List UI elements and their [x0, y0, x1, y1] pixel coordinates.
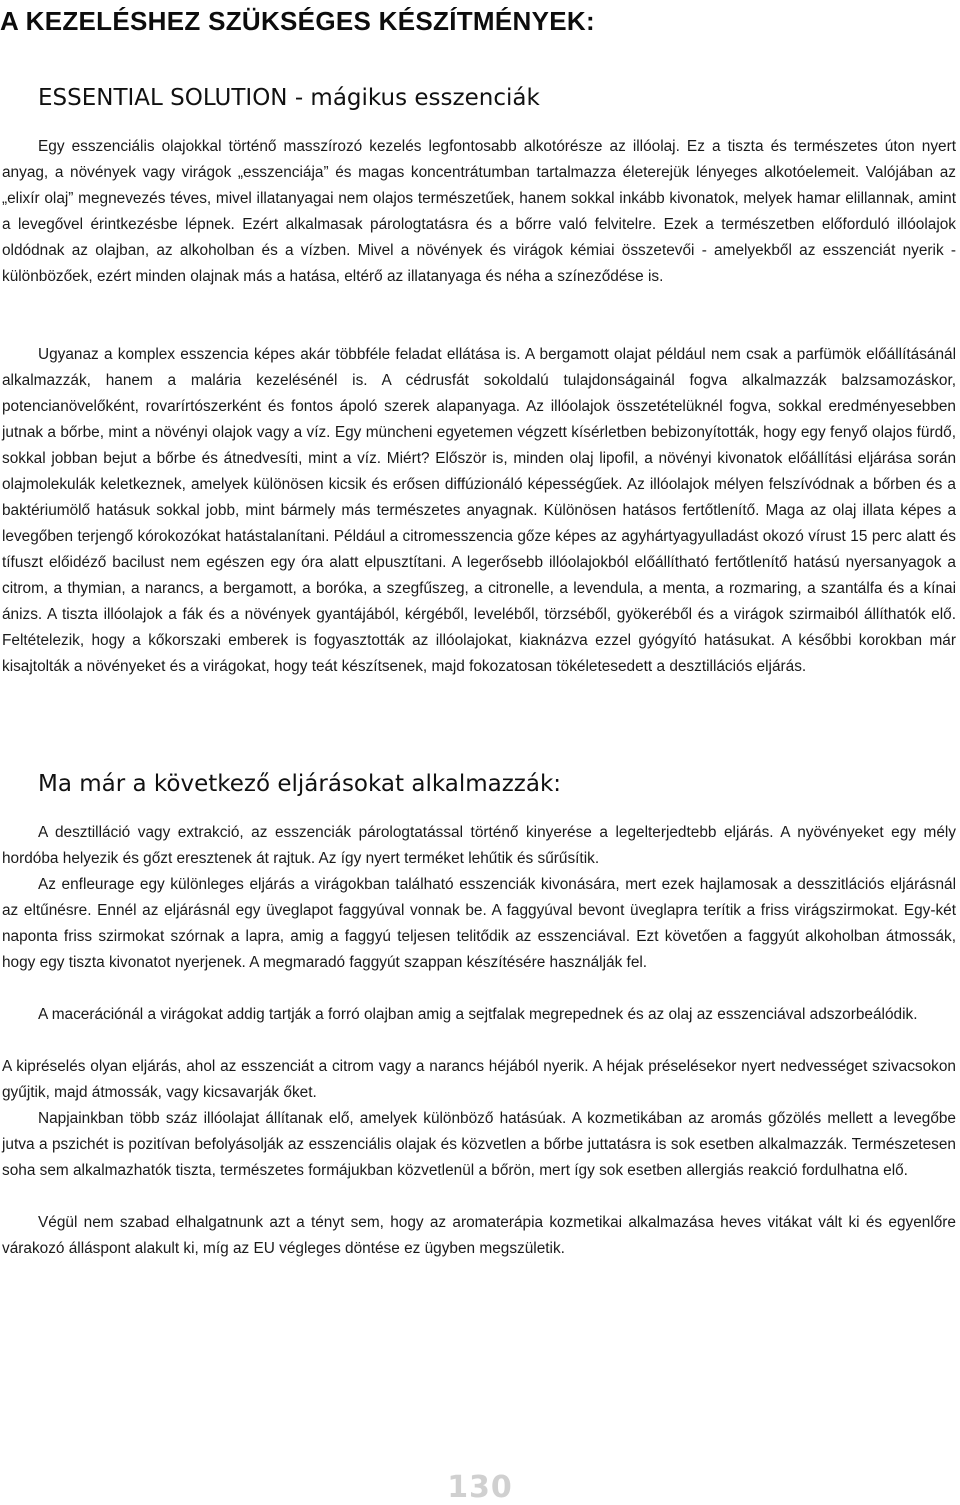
paragraph-distillation: A desztilláció vagy extrakció, az esszenciák párologtatással történő kinyerése a legelterjedtebb eljárás. A nyövényeket egy mély hordóba helyezik és gőzt eresztenek át rajtuk. Az így nyert terméket lehűtik és sűrűsítik. — [2, 824, 956, 867]
paragraph-pressing: A kipréselés olyan eljárás, ahol az esszenciát a citrom vagy a narancs héjából nyerik. A héjak préselésekor nyert nedvességet szivacsokon gyűjtik, majd átmossák, vagy kicsavarják őket. — [2, 1058, 956, 1101]
page-title: A KEZELÉSHEZ SZÜKSÉGES KÉSZÍTMÉNYEK: — [0, 6, 595, 36]
page-number: 130 — [447, 1470, 513, 1505]
section-heading-procedures: Ma már a következő eljárásokat alkalmazzák: — [38, 771, 562, 797]
paragraph-enfleurage: Az enfleurage egy különleges eljárás a virágokban található esszenciák kivonására, mert ezek hajlamosak a desszitlációs eljárásnál az eltűnésre. Ennél az eljárásnál egy üveglapot faggyúval vonnak be. A faggyúval bevont üveglapra terítik a friss virágszirmokat. Egy-két naponta friss szirmokat szórnak a lapra, amig a faggyú teljesen telitődik az esszenciával. Ezt követően a faggyút alkoholban átmossák, hogy egy tiszta kivonatot nyerjenek. A megmaradó faggyút szappan készítésére használják fel. — [2, 876, 956, 971]
paragraph-nowadays: Napjainkban több száz illóolajat állítanak elő, amelyek különböző hatásúak. A kozmetikában az aromás gőzölés mellett a levegőbe jutva a pszichét is pozitívan befolyásolják az esszenciális olajak és közvetlen a bőrbe juttatásra is sok esetben alkalmazzák. Természetesen soha sem alkalmazhatók tiszta, természetes formájukban közvetlenül a bőrön, mert így sok esetben allergiás reakció fordulhatna elő. — [2, 1110, 956, 1179]
paragraph-maceration: A macerációnál a virágokat addig tartják a forró olajban amig a sejtfalak megrepednek és az olaj az esszenciával adszorbeálódik. — [38, 1006, 918, 1023]
paragraph-essential-oils-intro: Egy esszenciális olajokkal történő masszírozó kezelés legfontosabb alkotórésze az illóolaj. Ez a tiszta és természetes úton nyert anyag, a növények vagy virágok „esszenciája” és magas koncentrátumban tartalmazza életerejük lényeges alkotóelemeit. Valójában az „elixír olaj” megnevezés téves, mivel illatanyagai nem olajos természetűek, hanem sokkal inkább kivonatok, melyek hamar elillannak, amint a levegővel érintkezésbe lépnek. Ezért alkalmasak párologtatásra és a bőrre való felvitelre. Ezek a természetben előforduló illóolajok oldódnak az olajban, az alkoholban és a vízben. Mivel a növények és virágok kémiai összetevői - amelyekből az esszenciát nyerik - különbözőek, ezért minden olajnak más a hatása, eltérő az illatanyaga és néha a színeződése is. — [2, 138, 956, 285]
paragraph-complex-essence: Ugyanaz a komplex esszencia képes akár többféle feladat ellátása is. A bergamott olajat például nem csak a parfümök előállításánál alkalmazzák, hanem a malária kezelésénél is. A cédrusfát sokoldalú tulajdonságainál fogva alkalmazzák balzsamozáskor, potencianövelőként, rovarírtószerként és fontos ápoló szerek alapanyaga. Az illóolajok összetételüknél fogva, sokkal eredményesebben jutnak a bőrbe, mint a növényi olajok vagy a víz. Egy müncheni egyetemen végzett kísérletben bebizonyították, hogy egy fenyő olajos fürdő, sokkal jobban bejut a bőrbe és átnedvesíti, mint a víz. Miért? Először is, minden olaj lipofil, a növényi kivonatok előállítási eljárása során olajmolekulák keletkeznek, amelyek különösen kicsik és erősen diffúzionáló képességűek. Az illóolajok mélyen felszívódnak a bőrben és a baktériumölő hatásuk sokkal jobb, mint bármely más természetes anyagnak. Különösen hatásos fertőtlenítő. Maga az olaj illata képes a levegőben terjengő kórokozókat hatástalanítani. Például a citromesszencia gőze képes az agyhártyagyulladást okozó vírust 15 perc alatt és tífuszt előidéző bacilust nem egészen egy óra alatt elpusztítani. A legerősebb illóolajokból előállítható fertőtlenítő hatású nyersanyagok a citrom, a thymian, a narancs, a bergamott, a boróka, a szegfűszeg, a citronelle, a levendula, a menta, a rozmaring, a szantálfa és a kínai ánizs. A tiszta illóolajok a fák és a növények gyantájából, kérgéből, leveléből, törzséből, gyökeréből és a virágok szirmaiból állíthatók elő. Feltételezik, hogy a kőkorszaki emberek is fogyasztották az illóolajokat, kiaknázva ezzel gyógyító hatásukat. A későbbi korokban már kisajtolták a növényeket és a virágokat, hogy teát készítsenek, majd fokozatosan tökéletesedett a desztillációs eljárás. — [2, 346, 956, 675]
paragraph-finally: Végül nem szabad elhalgatnunk azt a tényt sem, hogy az aromaterápia kozmetikai alkalmazása heves vitákat vált ki és egyenlőre várakozó álláspont alakult ki, míg az EU végleges döntése ez ügyben megszületik. — [2, 1214, 956, 1257]
section-heading-essential-solution: ESSENTIAL SOLUTION - mágikus esszenciák — [38, 85, 540, 111]
